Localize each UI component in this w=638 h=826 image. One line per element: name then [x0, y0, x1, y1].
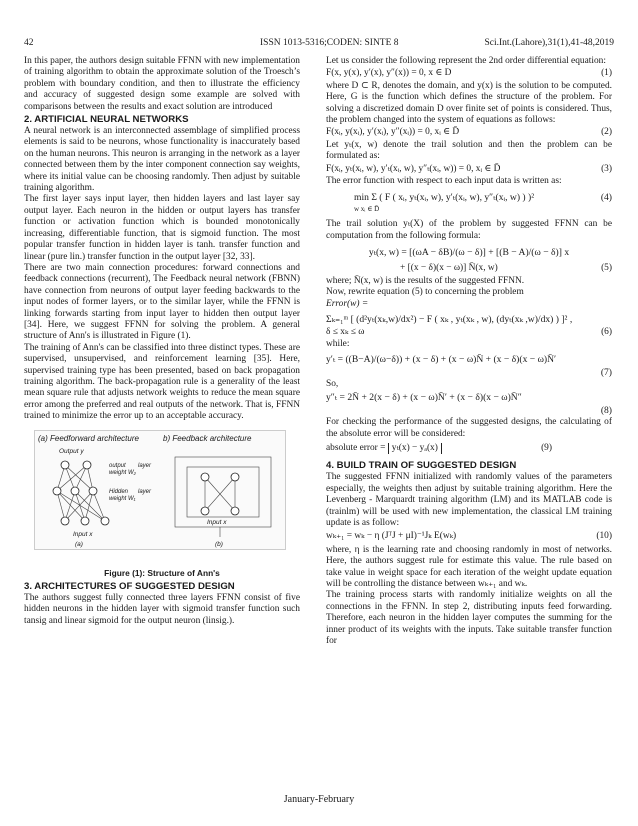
equation-9-number: (9)	[541, 442, 552, 453]
equation-9	[326, 443, 612, 454]
equation-4	[326, 191, 612, 204]
equation-2-number: (2)	[601, 127, 612, 138]
right-paragraph-11: For checking the performance of the suggested designs, the calculating of the absolute error will be considered:	[326, 417, 612, 439]
equation-5-line-2	[326, 263, 612, 274]
equation-5-number: (5)	[601, 263, 612, 274]
output-y-label: Output y	[59, 447, 84, 455]
right-paragraph-3: Let yₜ(x, w) denote the trail solution and then the problem can be formulated as:	[326, 139, 612, 162]
equation-3-number: (3)	[601, 163, 612, 174]
section-2-paragraph-4: The training of Ann's can be classified into three distinct types. These are supervised, unsupervised, and reinforcement learning [35]. Here, supervised training type has been presented, based on back propagation training algorithm. The back-propagation rule is a generality of the least mean square rule that adjusts network weights to reduce the mean square error among the preferred and real outputs of the network. That is, FFNN trained to minimize the error up to an acceptable accuracy.	[24, 342, 300, 422]
equation-3-body: F(xᵢ, yₜ(xᵢ, w), y′ₜ(xᵢ, w), y″ₜ(xᵢ, w)) = 0, xᵢ ∈ D̄	[326, 163, 501, 174]
equation-9-line	[326, 443, 442, 454]
right-paragraph-5: The trail solution yₜ(X) of the problem by suggested FFNN can be computation from the following formula:	[326, 219, 612, 241]
hidden-layer-label: Hidden layer weight W₁	[109, 488, 151, 502]
intro-paragraph: In this paper, the authors design suitable FFNN with new implementation of training algorithm to obtain the approximate solution of the Troesch’s problem with boundary condition, and then to illustrate the efficiency and accuracy of suggested design some example are solved with comparisons between the results and exact solution are introduced	[24, 56, 300, 112]
section-4-paragraph-1: The suggested FFNN initialized with randomly values of the parameters especially, the weights then adjust by suitable training algorithm. Here the Levenberg - Marquardt training algorithm (LM) and its MATLAB code is (trainlm) will be used with new implementation, the classical LM training update is as follow:	[326, 472, 612, 528]
ann-structure-figure	[34, 430, 286, 550]
page-number: 42	[24, 38, 34, 48]
section-2-title: 2. ARTIFICIAL NEURAL NETWORKS	[24, 114, 189, 126]
equation-4-number: (4)	[600, 192, 612, 204]
right-paragraph-while: while:	[326, 339, 350, 350]
equation-6: Σₖ₌₁ᵐ [ (d²yₜ(xₖ,w)/dx²) − F ( xₖ , yₜ(xₖ , w), (dyₜ(xₖ ,w)/dx) ) ]² ,	[326, 313, 573, 325]
input-x-label-a: Input x	[73, 530, 93, 538]
equation-9-label: absolute error =	[326, 442, 386, 453]
right-paragraph-4: The error function with respect to each input data is written as:	[326, 176, 562, 187]
equation-10-body: wₖ₊₁ = wₖ − η (JᵀJ + μI)⁻¹Jₖ E(wₖ)	[326, 531, 457, 542]
input-x-label-b: Input x	[207, 518, 227, 526]
equation-1	[326, 68, 612, 79]
equation-10	[326, 531, 612, 542]
equation-8-number: (8)	[600, 405, 612, 417]
journal-citation: Sci.Int.(Lahore),31(1),41-48,2019	[484, 38, 614, 48]
equation-1-number: (1)	[601, 68, 612, 79]
section-4-title: 4. BUILD TRAIN OF SUGGESTED DESIGN	[326, 460, 517, 472]
section-4-paragraph-3: The training process starts with randomly initialize weights on all the connections in the FFNN. In step 2, distributing inputs feed forwarding. Therefore, each neuron in the hidden layer computes the summing for the inner product of its weights with the inputs. Take suitable transfer function for	[326, 590, 612, 647]
equation-6-number: (6)	[601, 326, 612, 337]
figure-label-b: b) Feedback architecture	[163, 433, 252, 443]
right-paragraph-7: Now, rewrite equation (5) to concerning the problem	[326, 287, 524, 298]
section-2-paragraph-3: There are two main connection procedures: forward connections and feedback connections (recurrent), The Feedback neural network (FBNN) have connection from neurons of output layer feeding backwards to the input nodes of former layers, or to the similar layer, while the FFNN is linking forwards starting from input layer to hidden then output layer [34]. Here, we suggest FFNN for solving the problem. A general structure of Ann's is illustrated in Figure (1).	[24, 262, 300, 342]
equation-7-number: (7)	[600, 366, 612, 378]
equation-2	[326, 127, 612, 138]
page-footer: January-February	[283, 794, 355, 805]
subfigure-a-label: (a)	[75, 540, 83, 548]
figure-caption: Figure (1): Structure of Ann's	[104, 567, 220, 578]
equation-4-subscript: w xᵢ ∈ D̄	[354, 205, 380, 214]
right-paragraph-6: where; N̄(x, w) is the results of the suggested FFNN.	[326, 275, 525, 286]
right-paragraph-1: Let us consider the following represent the 2nd order differential equation:	[326, 56, 606, 66]
equation-6-range: δ ≤ xₖ ≤ ω	[326, 326, 365, 337]
right-paragraph-2: where D ⊂ R, denotes the domain, and y(x) is the solution to be computed. Here, G is the function which defines the structure of the problem. For solving a discretized domain D over finite set of points is considered. Thus, the problem changed into the system of equations as follows:	[326, 80, 612, 126]
issn-line: ISSN 1013-5316;CODEN: SINTE 8	[260, 38, 399, 48]
equation-6-constraint	[326, 327, 612, 338]
figure-label-a: (a) Feedforward architecture	[38, 433, 139, 443]
section-3-paragraph-1: The authors suggest fully connected three layers FFNN consist of five hidden neurons in the hidden layer with sigmoid transfer function such tansig and linear sigmoid for the output neuron (linsig.).	[24, 593, 300, 626]
error-definition: Error(w) =	[326, 298, 369, 309]
equation-5-line-1: yₜ(x, w) = [(ωA − δB)/(ω − δ)] + [(B − A)/(ω − δ)] x	[368, 247, 570, 259]
equation-5-body: + [(x − δ)(x − ω)] N̄(x, w)	[400, 263, 498, 274]
equation-8: y″ₜ = 2N̄ + 2(x − δ) + (x − ω)N̄′ + (x − δ)(x − ω)N̄″	[326, 392, 522, 404]
page-header	[24, 38, 614, 50]
equation-1-body: F(x, y(x), y′(x), y″(x)) = 0, x ∈ D	[326, 68, 452, 79]
equation-2-body: F(xᵢ, y(xᵢ), y′(xᵢ), y″(xᵢ)) = 0, xᵢ ∈ D̄	[326, 127, 460, 138]
equation-10-number: (10)	[596, 531, 612, 542]
output-layer-label: output layer weight W₂	[109, 462, 151, 476]
section-2-paragraph-2: The first layer says input layer, then hidden layers and last layer say output layer. Each neuron in the hidden or output layers has transfer function or activation function which is bounded monotonically increasing, differentiable function, that is sigmoid function. The most popular transfer function in hidden layer is tanh. transfer function and linear (pure lin.) transfer function in the output layer [32, 33].	[24, 194, 300, 262]
left-column	[24, 56, 300, 627]
equation-3	[326, 164, 612, 175]
right-paragraph-so: So,	[326, 378, 339, 389]
section-2-paragraph-1: A neural network is an interconnected assemblage of simplified process elements is said to be neurons, whose functionality is inaccurately based on the human neurons. This neuron is arranging in the network as a layer connected between them by the inter component connection say weights, where its initial value can be choosing randomly. Then adjust by suitable training algorithm.	[24, 126, 300, 194]
subfigure-b-label: (b)	[215, 540, 223, 548]
equation-9-body: yₜ(x) − yₐ(x)	[388, 443, 442, 454]
equation-4-body: min Σ ( F ( xᵢ, yₜ(xᵢ, w), y′ₜ(xᵢ, w), y″ₜ(xᵢ, w) ) )²	[354, 192, 535, 204]
section-3-title: 3. ARCHITECTURES OF SUGGESTED DESIGN	[24, 581, 235, 592]
section-4-paragraph-2: where, η is the learning rate and choosing randomly in most of networks. Here, the authors suggest rule for estimate this value. The rule based on take value in weight space for each iteration of the weight update equation will be controlling the distance between wₖ₊₁ and wₖ.	[326, 544, 612, 589]
right-column	[326, 56, 612, 647]
equation-7: y′ₜ = ((B−A)/(ω−δ)) + (x − δ) + (x − ω)N̄ + (x − δ)(x − ω)N̄′	[326, 353, 557, 365]
